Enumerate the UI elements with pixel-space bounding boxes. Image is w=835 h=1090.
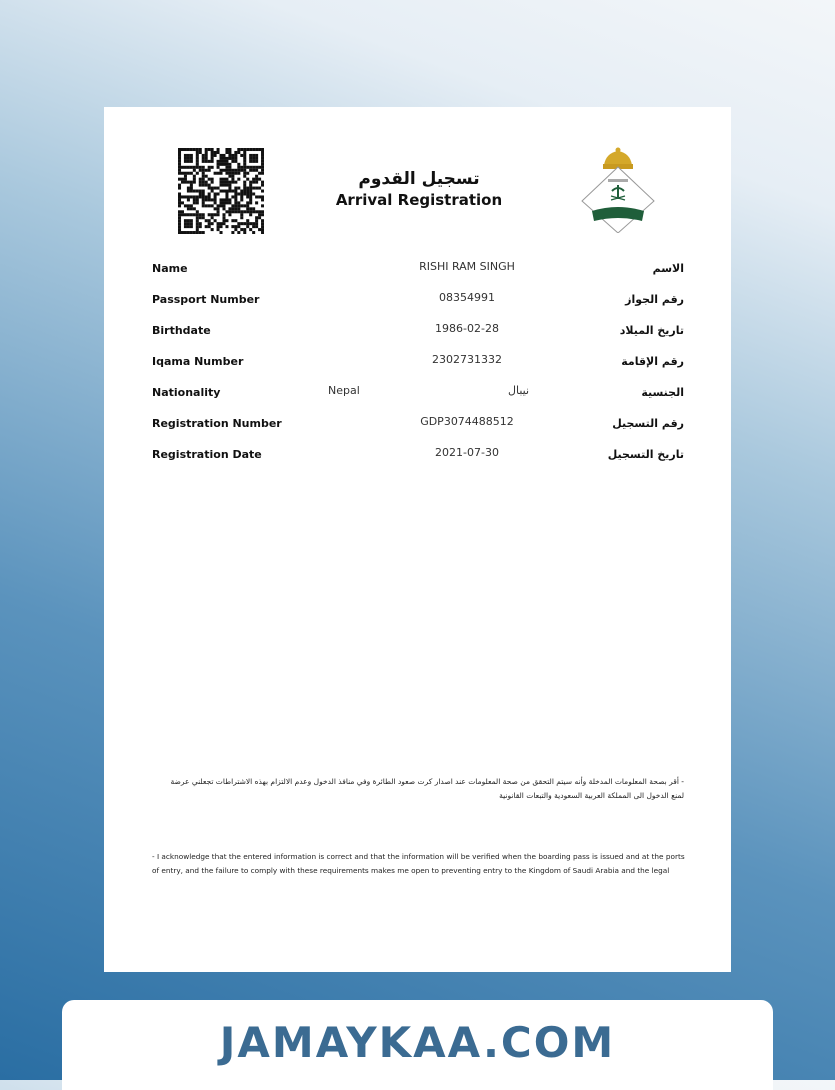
field-value: 2302731332 <box>432 353 502 366</box>
qr-code <box>178 148 264 234</box>
field-value: GDP3074488512 <box>420 415 514 428</box>
field-label-arabic: تاريخ التسجيل <box>607 448 684 461</box>
field-nationality <box>152 386 684 406</box>
disclaimer-english: - I acknowledge that the entered information is correct and that the information will be verified when the boarding pass is issued and at the ports of entry, and the failure to comply with these requirements makes me open to preventing entry to the Kingdom of Saudi Arabia and the legal <box>152 852 685 875</box>
field-label: Passport Number <box>152 293 260 306</box>
field-label-arabic: تاريخ الميلاد <box>619 324 684 337</box>
disclaimer-arabic: - أقر بصحة المعلومات المدخلة وأنه سيتم التحقق من صحة المعلومات عند اصدار كرت صعود الطائرة وفي منافذ الدخول وعدم الالتزام بهذه الاشتراطات تجعلني عرضة لمنع الدخول الى المملكة العربية السعودية والتبعات القانونية <box>170 777 684 800</box>
document-title <box>304 169 534 209</box>
field-label-arabic: الاسم <box>652 262 684 275</box>
field-label: Registration Number <box>152 417 282 430</box>
field-registration-date <box>152 448 684 468</box>
field-value: 2021-07-30 <box>435 446 499 459</box>
watermark-text: JAMAYKAA.COM <box>219 1018 616 1067</box>
field-label-arabic: رقم الجواز <box>625 293 684 306</box>
field-label: Registration Date <box>152 448 262 461</box>
field-registration-number <box>152 417 684 437</box>
field-label: Iqama Number <box>152 355 244 368</box>
field-label-arabic: الجنسية <box>641 386 684 399</box>
field-value: Nepal <box>328 384 360 397</box>
passports-directorate-logo <box>578 145 658 233</box>
field-label: Birthdate <box>152 324 211 337</box>
field-iqama-number <box>152 355 684 375</box>
field-value: 1986-02-28 <box>435 322 499 335</box>
field-name <box>152 262 684 282</box>
title-arabic: تسجيل القدوم <box>358 169 480 189</box>
title-english: Arrival Registration <box>335 191 503 209</box>
arrival-registration-document <box>104 107 731 972</box>
field-passport-number <box>152 293 684 313</box>
field-value: 08354991 <box>439 291 495 304</box>
field-birthdate <box>152 324 684 344</box>
field-label: Name <box>152 262 188 275</box>
field-value: RISHI RAM SINGH <box>419 260 515 273</box>
field-label-arabic: رقم التسجيل <box>612 417 684 430</box>
field-value-arabic: نيبال <box>508 384 530 397</box>
field-label: Nationality <box>152 386 221 399</box>
field-label-arabic: رقم الإقامة <box>621 355 684 368</box>
watermark-banner <box>62 1000 773 1090</box>
